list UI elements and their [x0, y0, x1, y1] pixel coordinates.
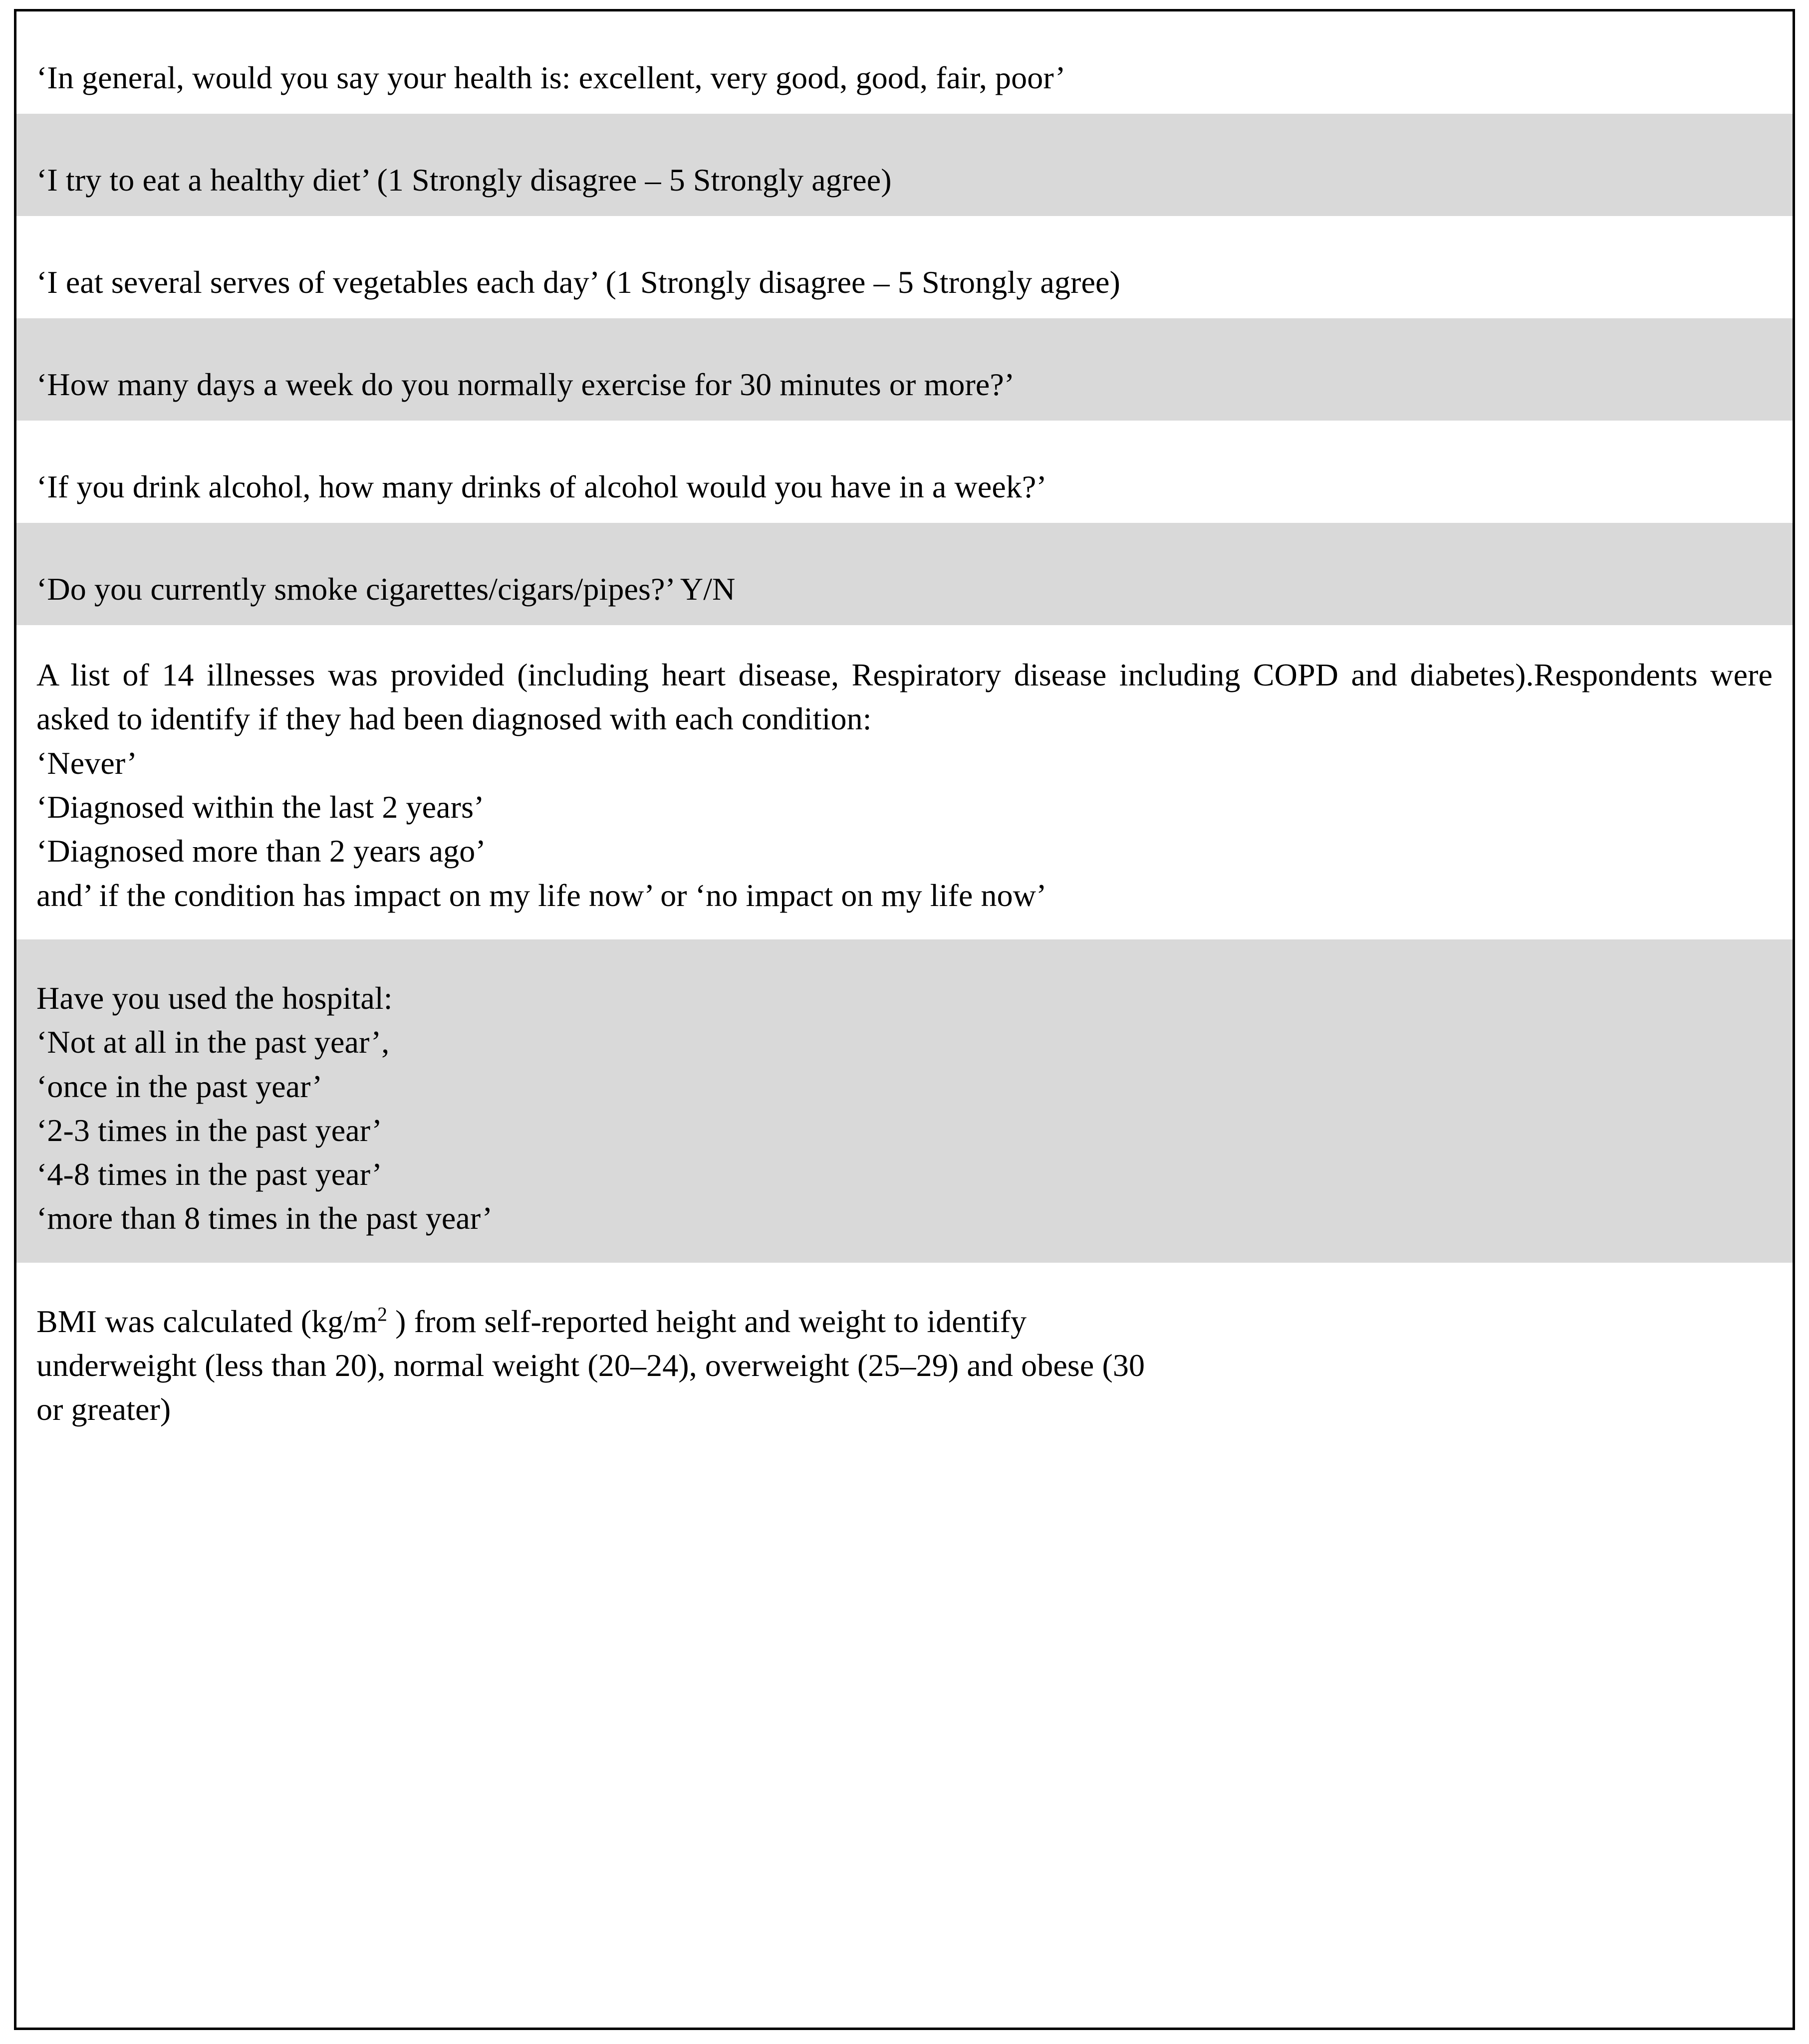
table-row-illness-list: [16, 625, 1793, 939]
table-row-bmi: [16, 1263, 1793, 1454]
bmi-line-1: [36, 1300, 1773, 1344]
bmi-exponent: 2: [377, 1303, 388, 1326]
bmi-line-2: underweight (less than 20), normal weight (20–24), overweight (25–29) and obese (30: [36, 1348, 1145, 1383]
hospital-option-not-at-all: ‘Not at all in the past year’,: [36, 1024, 390, 1060]
question-healthy-diet: ‘I try to eat a healthy diet’ (1 Strongly disagree – 5 Strongly agree): [36, 162, 892, 198]
illness-option-more-than-2-years: ‘Diagnosed more than 2 years ago’: [36, 833, 486, 869]
hospital-option-more-than-8-times: ‘more than 8 times in the past year’: [36, 1200, 493, 1236]
question-vegetables: ‘I eat several serves of vegetables each day’ (1 Strongly disagree – 5 Strongly agree): [36, 264, 1120, 300]
table-row: [16, 421, 1793, 523]
hospital-option-once: ‘once in the past year’: [36, 1068, 323, 1104]
table-row-hospital-use: [16, 939, 1793, 1263]
illness-option-never: ‘Never’: [36, 745, 138, 781]
table-row: [16, 216, 1793, 318]
question-smoking: ‘Do you currently smoke cigarettes/cigars/pipes?’ Y/N: [36, 571, 736, 607]
hospital-option-2-3-times: ‘2-3 times in the past year’: [36, 1112, 382, 1148]
hospital-use-lead: Have you used the hospital:: [36, 980, 393, 1016]
illness-list-paragraph: A list of 14 illnesses was provided (including heart disease, Respiratory disease including COPD and diabetes).Respondents were asked to identify if they had been diagnosed with each condition:: [36, 657, 1773, 737]
illness-option-last-2-years: ‘Diagnosed within the last 2 years’: [36, 789, 485, 825]
table-row: [16, 318, 1793, 421]
questionnaire-table: [14, 9, 1795, 2030]
table-row: [16, 11, 1793, 114]
hospital-block-spacer: [36, 967, 1773, 976]
question-exercise-days: ‘How many days a week do you normally exercise for 30 minutes or more?’: [36, 366, 1015, 402]
bmi-line-3: or greater): [36, 1391, 171, 1427]
bmi-line-1-text-b: ) from self-reported height and weight to identify: [387, 1303, 1027, 1339]
question-alcohol-drinks: ‘If you drink alcohol, how many drinks of alcohol would you have in a week?’: [36, 468, 1047, 504]
bmi-line-1-text-a: BMI was calculated (kg/m: [36, 1303, 378, 1339]
illness-option-impact: and’ if the condition has impact on my life now’ or ‘no impact on my life now’: [36, 877, 1047, 913]
bmi-block-spacer: [36, 1291, 1773, 1300]
table-row: [16, 523, 1793, 625]
table-row: [16, 114, 1793, 216]
question-self-rated-health: ‘In general, would you say your health is: excellent, very good, good, fair, poor’: [36, 59, 1066, 95]
hospital-option-4-8-times: ‘4-8 times in the past year’: [36, 1156, 382, 1192]
